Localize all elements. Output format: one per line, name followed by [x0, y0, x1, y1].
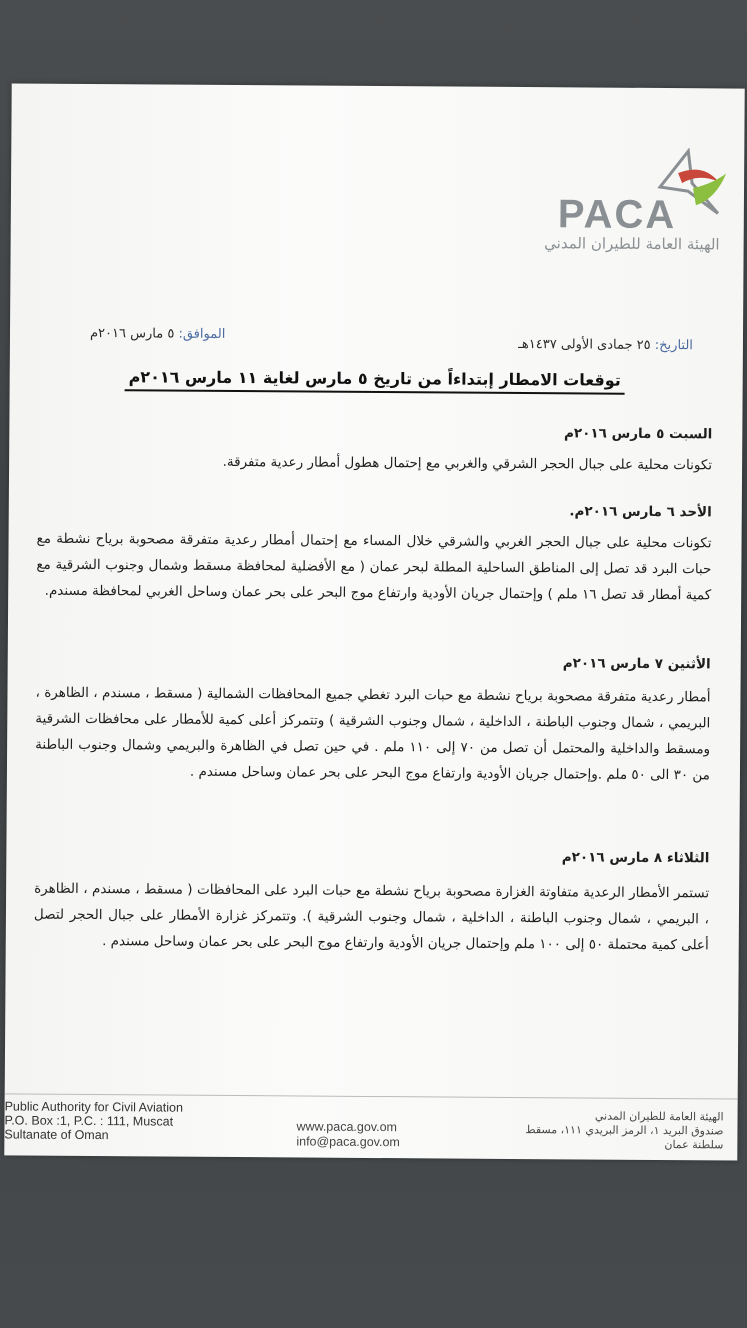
hijri-label: التاريخ: [654, 337, 693, 354]
footer-org-name: Public Authority for Civil Aviation [4, 1099, 183, 1115]
section-heading: السبت ٥ مارس ٢٠١٦م [563, 425, 713, 443]
section-body: أمطار رعدية متفرقة مصحوبة برياح نشطة مع حبات البرد تغطي جميع المحافظات الشمالية ( مسقط ، مسندم ، الظاهرة ، البريمي ، شمال وجنوب الباطنة ، الداخلية ، شمال وجنوب الشرقية ) وتتمركز أعلى كمية للأمطار على محافظات الشرقية ومسقط والداخلية والمحتمل أن تصل من ٧٠ إلى ١١٠ ملم . في حين تصل في الظاهرة والبريمي وشمال وجنوب الباطنة من ٣٠ الى ٥٠ ملم .وإحتمال جريان الأودية وارتفاع موج البحر على بحر عمان وساحل مسندم . [35, 684, 711, 784]
footer-contacts [296, 1119, 400, 1150]
document-page [4, 83, 744, 1160]
footer-ar-country: سلطنة عمان [664, 1138, 724, 1152]
logo-arabic-name: الهيئة العامة للطيران المدني [544, 234, 720, 254]
footer-arabic-address [525, 1109, 723, 1152]
footer-email-link[interactable]: info@paca.gov.om [296, 1134, 400, 1150]
footer-ar-org: الهيئة العامة للطيران المدني [594, 1109, 724, 1124]
date-row [89, 326, 703, 362]
section-body: تكونات محلية على جبال الحجر الشرقي والغربي مع إحتمال هطول أمطار رعدية متفرقة. [222, 453, 713, 474]
hijri-value: ٢٥ جمادى الأولى ١٤٣٧هـ [518, 336, 651, 353]
footer-english-address [4, 1099, 183, 1142]
section-heading: الثلاثاء ٨ مارس ٢٠١٦م [561, 849, 710, 867]
section-heading: الأثنين ٧ مارس ٢٠١٦م [562, 655, 711, 673]
paca-logo [544, 142, 729, 254]
footer-divider [5, 1093, 738, 1099]
section-heading: الأحد ٦ مارس ٢٠١٦م. [569, 503, 712, 521]
section-body: تكونات محلية على جبال الحجر الغربي والشرقي خلال المساء مع إحتمال أمطار رعدية متفرقة مصحوبة برياح نشطة مع حبات البرد قد تصل إلى المناطق الساحلية المطلة لبحر عمان ( مع الأفضلية لمحافظة مسقط وشمال وجنوب الشرقية مع كمية أمطار قد تصل ١٦ ملم ) وإحتمال جريان الأودية وارتفاع موج البحر على بحر عمان وساحل الغربي لمحافظة مسندم. [36, 530, 712, 604]
footer-country: Sultanate of Oman [4, 1127, 109, 1143]
document-body [33, 414, 713, 954]
footer-website-link[interactable]: www.paca.gov.om [296, 1119, 398, 1135]
gregorian-value: ٥ مارس ٢٠١٦م [89, 326, 175, 342]
section-body: تستمر الأمطار الرعدية متفاوتة الغزارة مصحوبة برياح نشطة مع حبات البرد على المحافظات ( مسقط ، مسندم ، الظاهرة ، البريمي ، شمال وجنوب الباطنة ، الداخلية ، شمال وجنوب الشرقية ). وتتمركز غزارة الأمطار على جبال الحجر لتصل أعلى كمية محتملة ٥٠ إلى ١٠٠ ملم وإحتمال جريان الأودية وارتفاع موج البحر على بحر عمان وساحل مسندم . [33, 880, 710, 954]
gregorian-label: الموافق: [178, 326, 226, 342]
document-title: توقعات الامطار إبتداءاً من تاريخ ٥ مارس لغاية ١١ مارس ٢٠١٦م [125, 367, 625, 394]
logo-text: PACA [557, 192, 677, 238]
footer-po-box: P.O. Box :1, P.C. : 111, Muscat [4, 1113, 174, 1129]
footer-ar-po-box: صندوق البريد ١، الرمز البريدي ١١١، مسقط [525, 1123, 724, 1138]
hijri-date [518, 337, 693, 353]
gregorian-date [90, 326, 225, 342]
